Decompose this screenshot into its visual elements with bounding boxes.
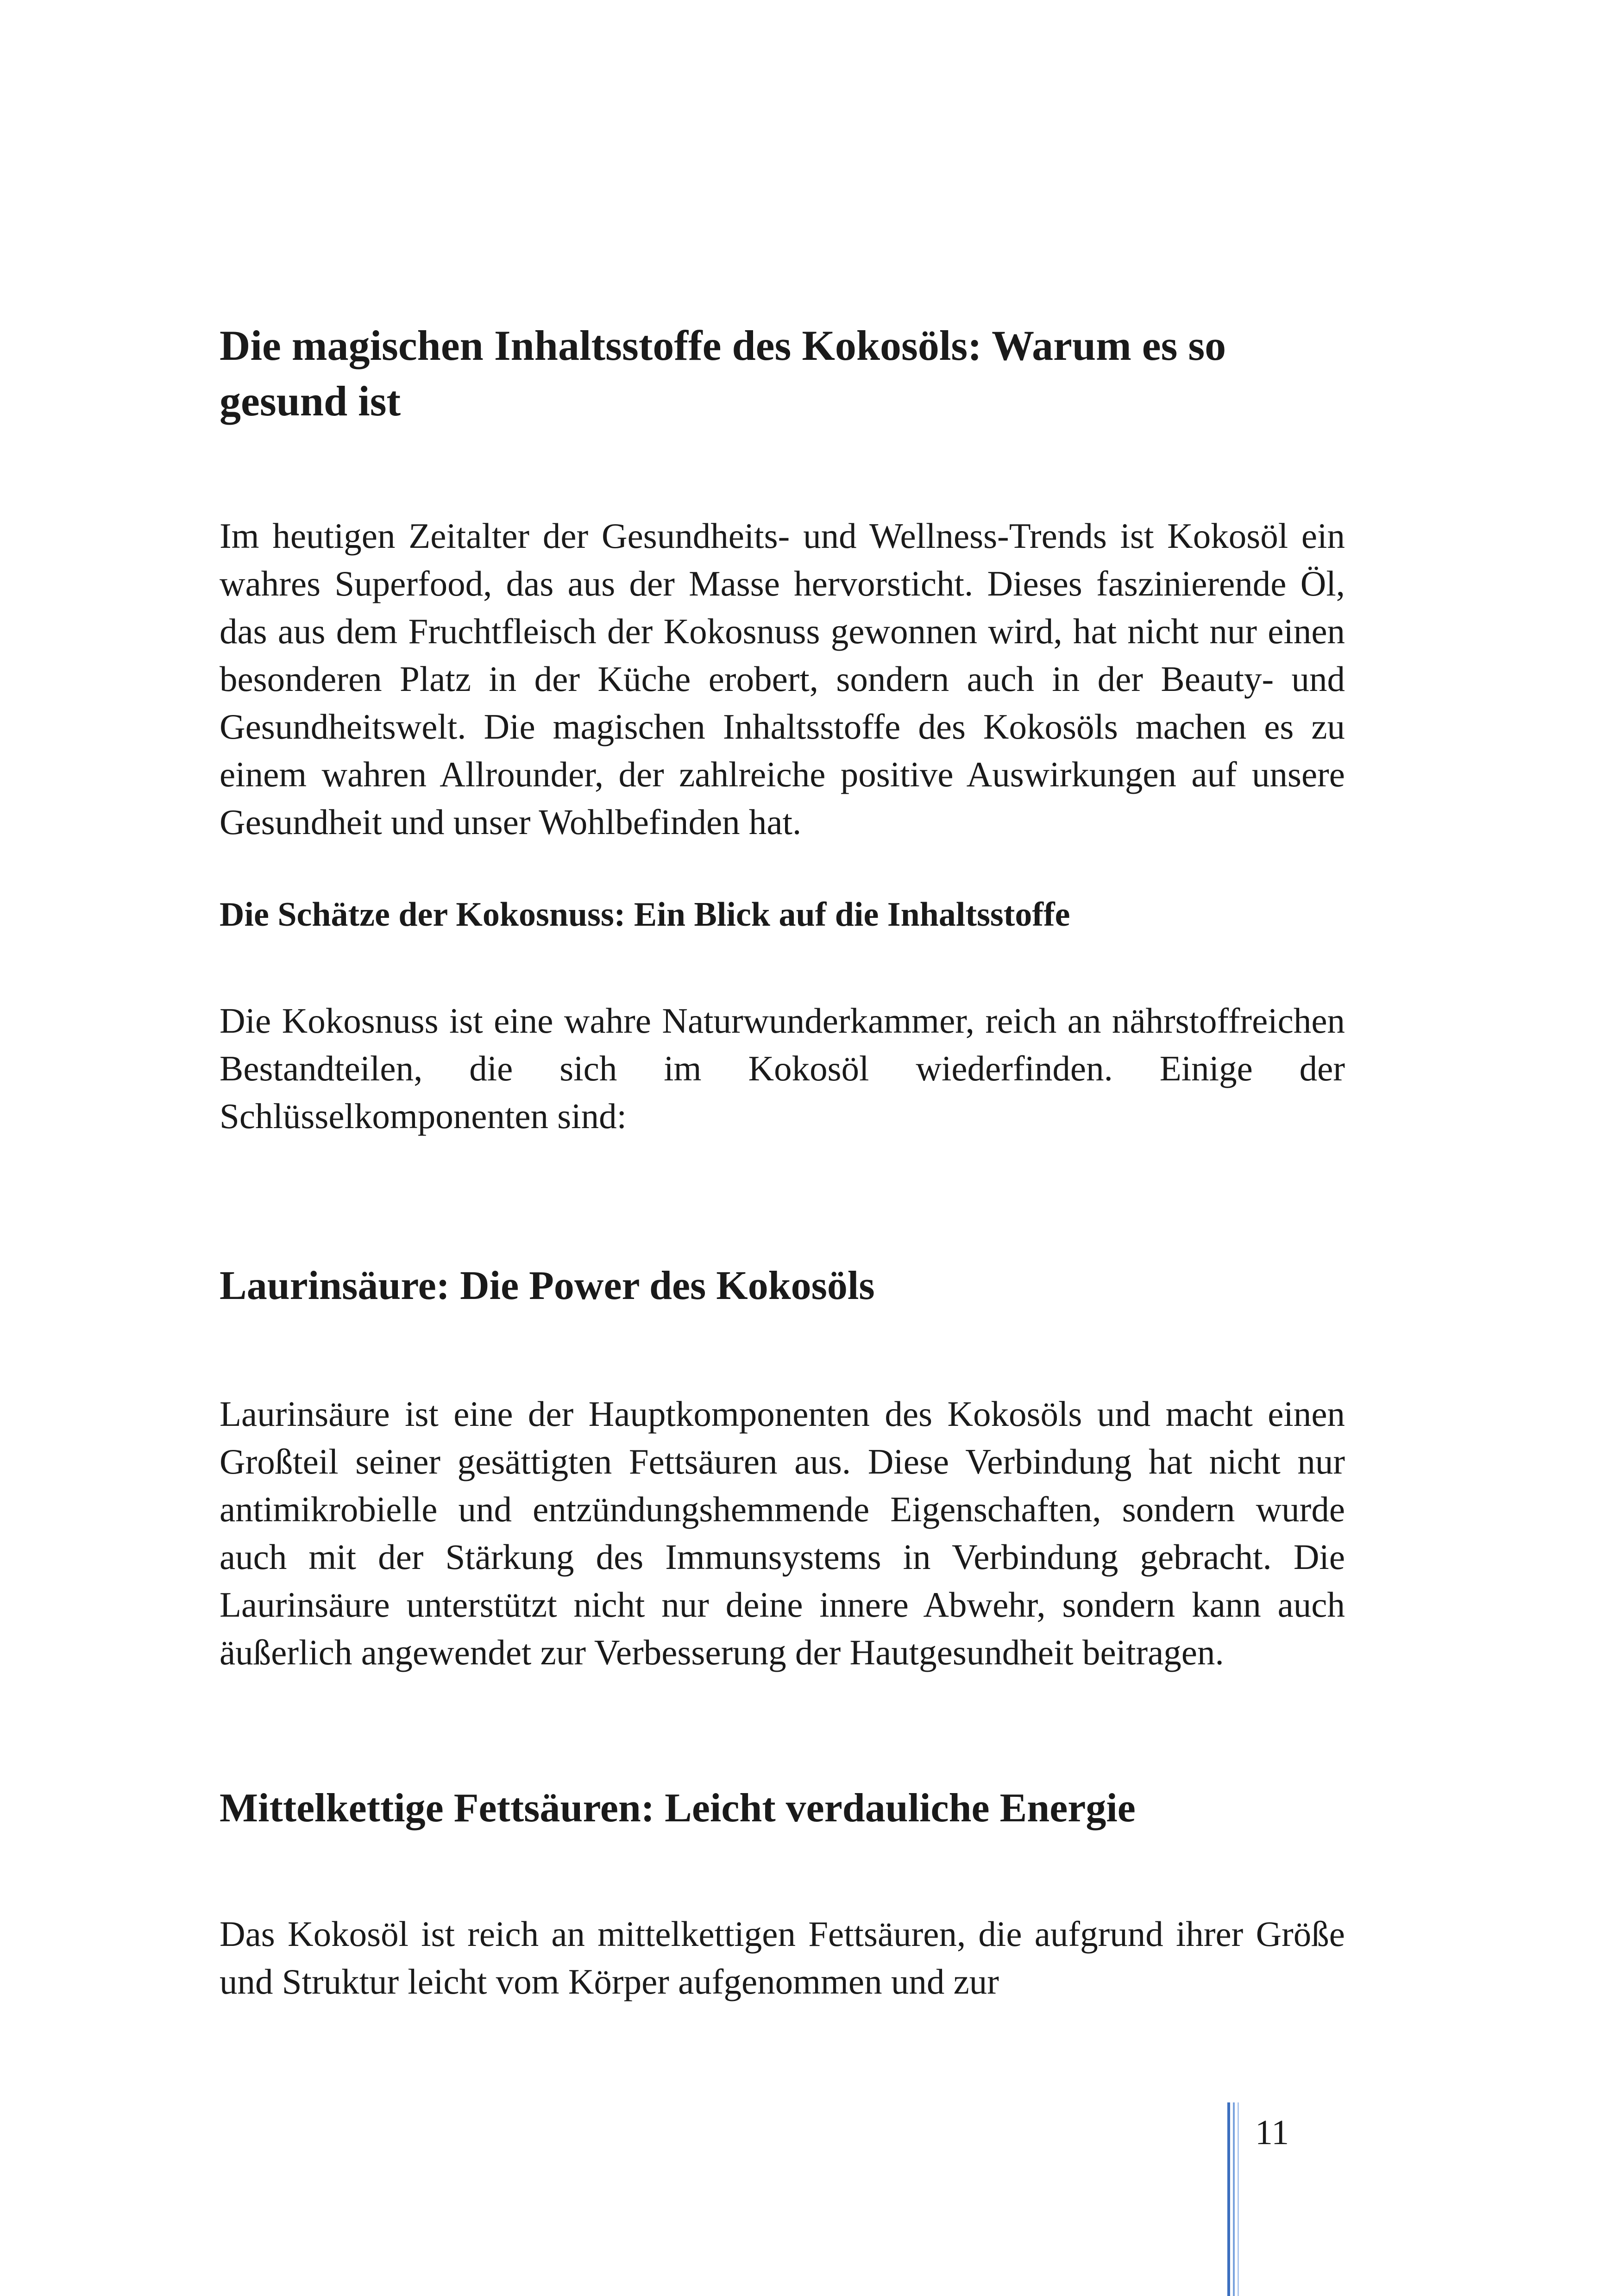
section-heading-fettsaeuren: Mittelkettige Fettsäuren: Leicht verdauliche Energie: [220, 1786, 1136, 1831]
subheading: Die Schätze der Kokosnuss: Ein Blick auf die Inhaltsstoffe: [220, 896, 1070, 934]
page-footer: [1227, 2102, 1366, 2296]
page-number: 11: [1255, 2113, 1289, 2152]
page-number-rule: [1233, 2102, 1235, 2296]
page-content: [220, 318, 1345, 2006]
page-number-rule: [1238, 2102, 1239, 2296]
page-number-rule: [1227, 2102, 1230, 2296]
intro-paragraph: Im heutigen Zeitalter der Gesundheits- und Wellness-Trends ist Kokosöl ein wahres Superfood, das aus der Masse hervorsticht. Dieses faszinierende Öl, das aus dem Fruchtfleisch der Kokosnuss gewonnen wird, hat nicht nur einen besonderen Platz in der Küche erobert, sondern auch in der Beauty- und Gesundheitswelt. Die magischen Inhaltsstoffe des Kokosöls machen es zu einem wahren Allrounder, der zahlreiche positive Auswirkungen auf unsere Gesundheit und unser Wohlbefinden hat.: [220, 516, 1345, 842]
section-paragraph-laurinsaeure: Laurinsäure ist eine der Hauptkomponenten des Kokosöls und macht einen Großteil seiner gesättigten Fettsäuren aus. Diese Verbindung hat nicht nur antimikrobielle und entzündungshemmende Eigenschaften, sondern wurde auch mit der Stärkung des Immunsystems in Verbindung gebracht. Die Laurinsäure unterstützt nicht nur deine innere Abwehr, sondern kann auch äußerlich angewendet zur Verbesserung der Hautgesundheit beitragen.: [220, 1394, 1345, 1672]
section-heading-laurinsaeure: Laurinsäure: Die Power des Kokosöls: [220, 1263, 875, 1308]
section-paragraph-fettsaeuren: Das Kokosöl ist reich an mittelkettigen Fettsäuren, die aufgrund ihrer Größe und Struktur leicht vom Körper aufgenommen und zur: [220, 1914, 1345, 2001]
chapter-title: Die magischen Inhaltsstoffe des Kokosöls: Warum es so gesund ist: [220, 322, 1226, 425]
subheading-paragraph: Die Kokosnuss ist eine wahre Naturwunderkammer, reich an nährstoffreichen Bestandteilen, die sich im Kokosöl wiederfinden. Einige der Schlüsselkomponenten sind:: [220, 1001, 1345, 1136]
